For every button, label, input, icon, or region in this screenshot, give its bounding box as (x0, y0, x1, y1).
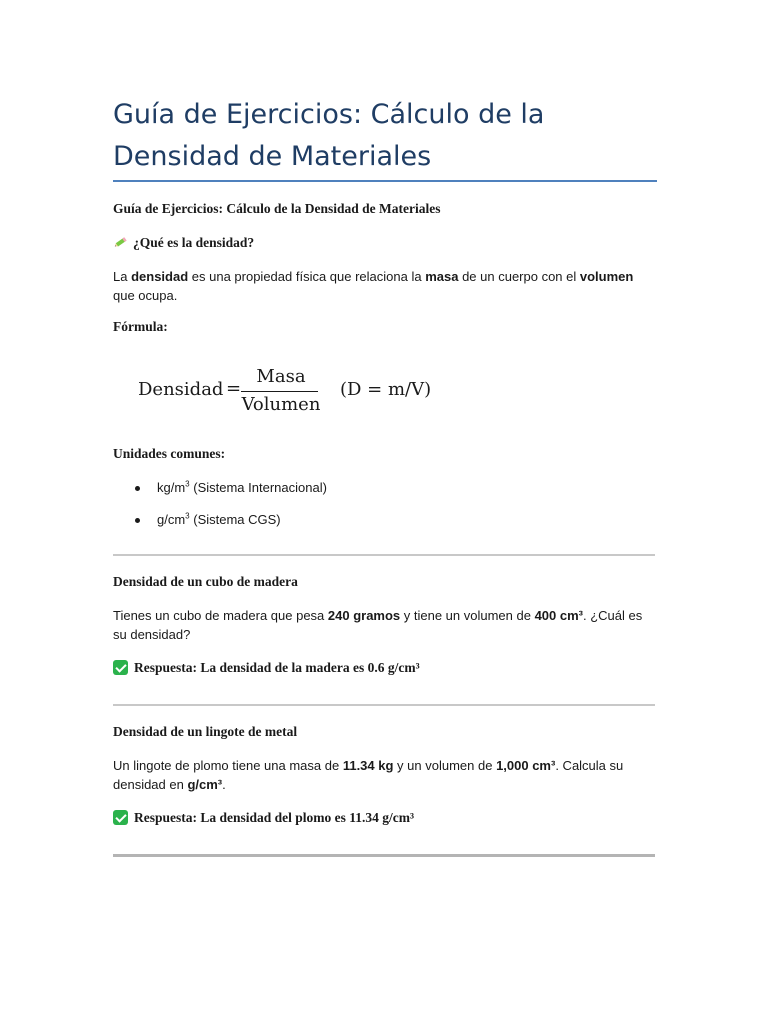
bold-mass: 240 gramos (327, 608, 401, 623)
fraction-bar (241, 391, 318, 392)
bold-volumen: volumen (579, 269, 634, 284)
density-paragraph (113, 267, 658, 305)
density-heading (113, 235, 254, 251)
title-underline (113, 180, 657, 182)
text-run: y tiene un volumen de (400, 608, 535, 623)
title-line-2: Densidad de Materiales (113, 141, 432, 172)
text-run: Tienes un cubo de madera que pesa (113, 608, 328, 623)
unit-exponent: 3 (185, 511, 190, 521)
bold-volume: 400 cm³ (534, 608, 583, 623)
text-run: La (113, 269, 132, 284)
pencil-icon (113, 235, 129, 249)
unit-exponent: 3 (185, 479, 190, 489)
formula-short: (D = m/V) (340, 379, 432, 400)
formula-numerator: Masa (256, 366, 306, 387)
text-run: . ¿Cuál es (583, 608, 643, 623)
bold-volume: 1,000 cm³ (496, 758, 556, 773)
divider (113, 704, 655, 706)
bold-unit: g/cm³ (187, 777, 223, 792)
exercise1-heading: Densidad de un cubo de madera (113, 574, 298, 589)
units-heading: Unidades comunes: (113, 446, 226, 461)
formula-lhs: Densidad (138, 379, 224, 400)
density-formula (138, 364, 458, 416)
text-run: densidad en (113, 777, 188, 792)
exercise1-answer (113, 660, 420, 676)
exercise2-answer (113, 810, 414, 826)
text-run: Un lingote de plomo tiene una masa de (113, 758, 343, 773)
text-run: su densidad? (113, 627, 191, 642)
text-run: que ocupa. (113, 288, 178, 303)
divider (113, 854, 655, 857)
density-heading-text: ¿Qué es la densidad? (133, 235, 255, 250)
text-run: es una propiedad física que relaciona la (188, 269, 426, 284)
answer-text: Respuesta: La densidad del plomo es 11.34 g/cm³ (134, 810, 415, 825)
formula-label: Fórmula: (113, 319, 168, 334)
title-line-1: Guía de Ejercicios: Cálculo de la (113, 99, 545, 130)
text-run: . Calcula su (555, 758, 624, 773)
unit-description: (Sistema Internacional) (189, 480, 327, 495)
unit: kg/m (157, 480, 186, 495)
unit: g/cm (157, 512, 186, 527)
answer-text: Respuesta: La densidad de la madera es 0.6 g/cm³ (134, 660, 420, 675)
list-item (135, 510, 327, 529)
subtitle: Guía de Ejercicios: Cálculo de la Densidad de Materiales (113, 201, 441, 216)
document-title (113, 94, 658, 178)
bold-densidad: densidad (131, 269, 189, 284)
check-icon (113, 810, 128, 825)
text-run: y un volumen de (393, 758, 497, 773)
text-run: . (222, 777, 226, 792)
check-icon (113, 660, 128, 675)
formula-denominator: Volumen (241, 394, 321, 415)
bold-mass: 11.34 kg (342, 758, 394, 773)
text-run: de un cuerpo con el (458, 269, 580, 284)
exercise2-text (113, 756, 658, 794)
units-list (135, 478, 327, 542)
exercise2-heading: Densidad de un lingote de metal (113, 724, 298, 739)
divider (113, 554, 655, 556)
exercise1-text (113, 606, 658, 644)
unit-description: (Sistema CGS) (189, 512, 281, 527)
bold-masa: masa (425, 269, 459, 284)
formula-equals: = (226, 378, 242, 399)
list-item (135, 478, 327, 497)
